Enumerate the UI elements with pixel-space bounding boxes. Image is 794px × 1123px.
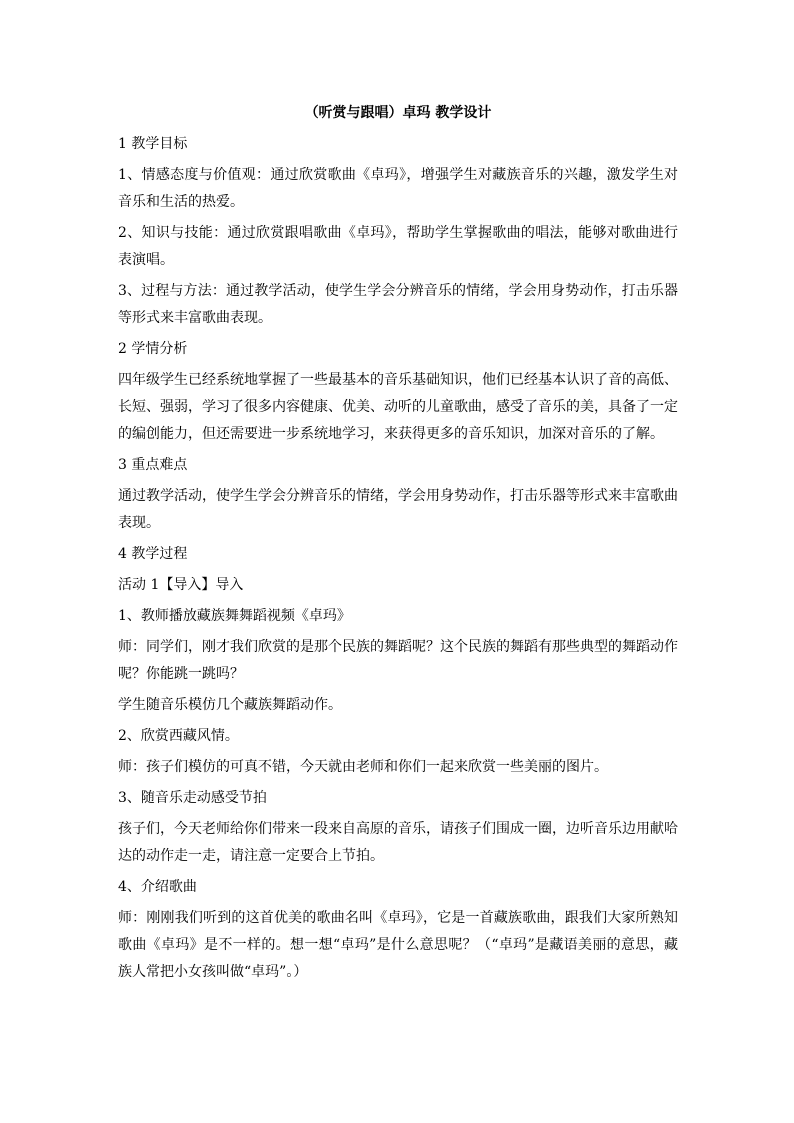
- goal-process: 3、过程与方法：通过教学活动，使学生学会分辨音乐的情绪，学会用身势动作，打击乐器等形式来丰富歌曲表现。: [118, 283, 678, 326]
- heading-student-analysis: 2 学情分析: [118, 341, 188, 357]
- song-intro-text: 师：刚刚我们听到的这首优美的歌曲名叫《卓玛》，它是一首藏族歌曲，跟我们大家所熟知歌曲《卓玛》是不一样的。想一想“卓玛”是什么意思呢？（“卓玛”是藏语美丽的意思，藏族人常把小女孩叫做“卓玛”。）: [118, 910, 678, 980]
- activity-1-heading: 活动 1【导入】导入: [118, 577, 244, 593]
- student-analysis-text: 四年级学生已经系统地掌握了一些最基本的音乐基础知识，他们已经基本认识了音的高低、长短、强弱，学习了很多内容健康、优美、动听的儿童歌曲，感受了音乐的美，具备了一定的编创能力，但还需要进一步系统地学习，来获得更多的音乐知识，加深对音乐的了解。: [118, 372, 678, 442]
- document-body: [118, 100, 678, 986]
- step-3-rhythm: 3、随音乐走动感受节拍: [118, 790, 267, 806]
- teacher-question: 师：同学们，刚才我们欣赏的是那个民族的舞蹈呢？这个民族的舞蹈有那些典型的舞蹈动作呢？你能跳一跳吗？: [118, 639, 678, 682]
- key-points-text: 通过教学活动，使学生学会分辨音乐的情绪，学会用身势动作，打击乐器等形式来丰富歌曲表现。: [118, 488, 678, 531]
- step-1-video: 1、教师播放藏族舞舞蹈视频《卓玛》: [118, 608, 351, 624]
- goal-knowledge: 2、知识与技能：通过欣赏跟唱歌曲《卓玛》，帮助学生掌握歌曲的唱法，能够对歌曲进行表演唱。: [118, 225, 678, 268]
- heading-teaching-goals: 1 教学目标: [118, 136, 188, 152]
- goal-emotion: 1、情感态度与价值观：通过欣赏歌曲《卓玛》，增强学生对藏族音乐的兴趣，激发学生对音乐和生活的热爱。: [118, 167, 678, 210]
- heading-key-points: 3 重点难点: [118, 457, 188, 473]
- step-2-tibet: 2、欣赏西藏风情。: [118, 728, 239, 744]
- rhythm-instruction: 孩子们，今天老师给你们带来一段来自高原的音乐，请孩子们围成一圈，边听音乐边用献哈达的动作走一走，请注意一定要合上节拍。: [118, 821, 678, 864]
- heading-teaching-process: 4 教学过程: [118, 546, 188, 562]
- teacher-pictures: 师：孩子们模仿的可真不错，今天就由老师和你们一起来欣赏一些美丽的图片。: [118, 759, 608, 775]
- step-4-song-intro: 4、介绍歌曲: [118, 879, 197, 895]
- document-title: （听赏与跟唱）卓玛 教学设计: [304, 105, 492, 121]
- student-imitate: 学生随音乐模仿几个藏族舞蹈动作。: [118, 697, 342, 713]
